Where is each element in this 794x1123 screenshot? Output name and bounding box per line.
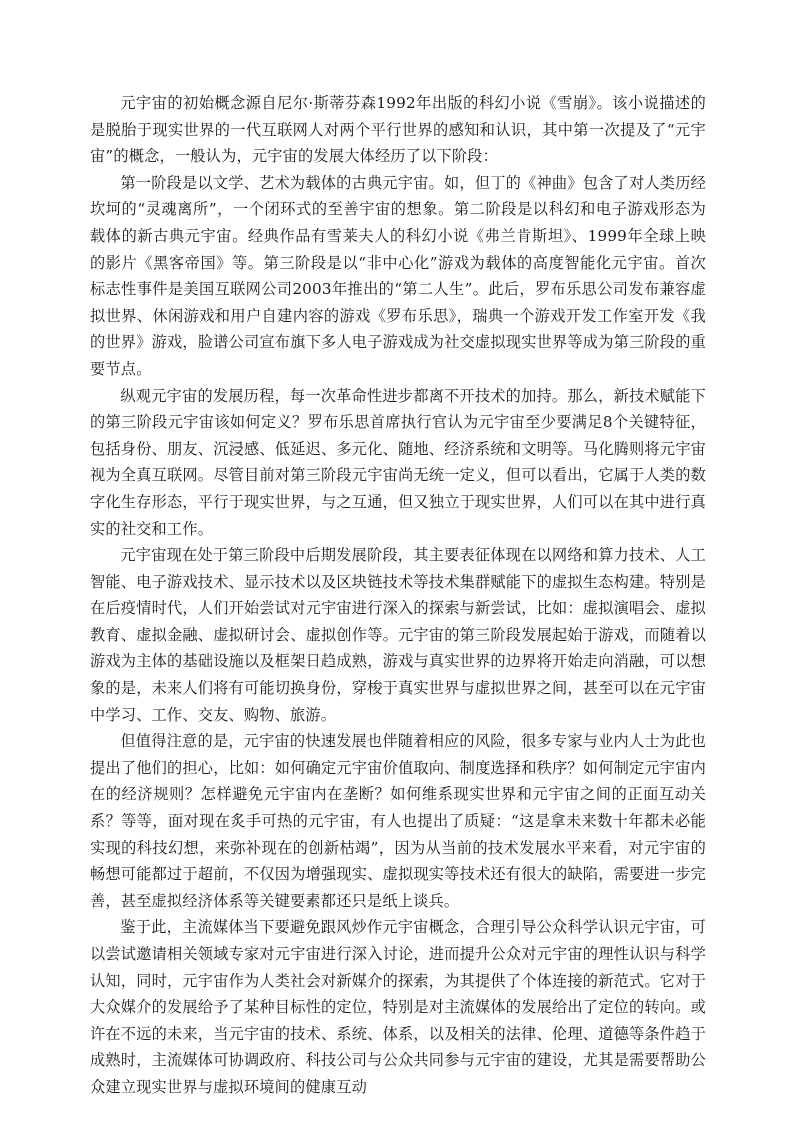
paragraph-current-phase: 元宇宙现在处于第三阶段中后期发展阶段，其主要表征体现在以网络和算力技术、人工智能、电子游戏技术、显示技术以及区块链技术等技术集群赋能下的虚拟生态构建。特别是在后疫情时代，人们开始尝试对元宇宙进行深入的探索与新尝试，比如：虚拟演唱会、虚拟教育、虚拟金融、虚拟研讨会、虚拟创作等。元宇宙的第三阶段发展起始于游戏，而随着以游戏为主体的基础设施以及框架日趋成熟，游戏与真实世界的边界将开始走向消融，可以想象的是，未来人们将有可能切换身份，穿梭于真实世界与虚拟世界之间，甚至可以在元宇宙中学习、工作、交友、购物、旅游。 (90, 546, 706, 724)
paragraph-risks: 但值得注意的是，元宇宙的快速发展也伴随着相应的风险，很多专家与业内人士为此也提出了他们的担心，比如：如何确定元宇宙价值取向、制度选择和秩序？如何制定元宇宙内在的经济规则？怎样避免元宇宙内在垄断？如何维系现实世界和元宇宙之间的正面互动关系？等等，面对现在炙手可热的元宇宙，有人也提出了质疑：“这是拿未来数十年都未必能实现的科技幻想，来弥补现在的创新枯竭”，因为从当前的技术发展水平来看，对元宇宙的畅想可能都过于超前，不仅因为增强现实、虚拟现实等技术还有很大的缺陷，需要进一步完善，甚至虚拟经济体系等关键要素都还只是纸上谈兵。 (90, 732, 706, 910)
paragraph-media-guidance: 鉴于此，主流媒体当下要避免跟风炒作元宇宙概念，合理引导公众科学认识元宇宙，可以尝试邀请相关领域专家对元宇宙进行深入讨论，进而提升公众对元宇宙的理性认识与科学认知，同时，元宇宙作为人类社会对新媒介的探索，为其提供了个体连接的新范式。它对于大众媒介的发展给予了某种目标性的定位，特别是对主流媒体的发展给出了定位的转向。或许在不远的未来，当元宇宙的技术、系统、体系，以及相关的法律、伦理、道德等条件趋于成熟时，主流媒体可协调政府、科技公司与公众共同参与元宇宙的建设，尤其是需要帮助公众建立现实世界与虚拟环境间的健康互动 (90, 918, 706, 1096)
paragraph-definition: 纵观元宇宙的发展历程，每一次革命性进步都离不开技术的加持。那么，新技术赋能下的第三阶段元宇宙该如何定义？罗布乐思首席执行官认为元宇宙至少要满足8个关键特征，包括身份、朋友、沉浸感、低延迟、多元化、随地、经济系统和文明等。马化腾则将元宇宙视为全真互联网。尽管目前对第三阶段元宇宙尚无统一定义，但可以看出，它属于人类的数字化生存形态，平行于现实世界，与之互通，但又独立于现实世界，人们可以在其中进行真实的社交和工作。 (90, 386, 706, 538)
paragraph-origin: 元宇宙的初始概念源自尼尔·斯蒂芬森1992年出版的科幻小说《雪崩》。该小说描述的是脱胎于现实世界的一代互联网人对两个平行世界的感知和认识，其中第一次提及了“元宇宙”的概念，一般认为，元宇宙的发展大体经历了以下阶段： (90, 94, 706, 166)
article-body (90, 90, 706, 1101)
paragraph-stages: 第一阶段是以文学、艺术为载体的古典元宇宙。如，但丁的《神曲》包含了对人类历经坎坷的“灵魂离所”，一个闭环式的至善宇宙的想象。第二阶段是以科幻和电子游戏形态为载体的新古典元宇宙。经典作品有雪莱夫人的科幻小说《弗兰肯斯坦》、1999年全球上映的影片《黑客帝国》等。第三阶段是以“非中心化”游戏为载体的高度智能化元宇宙。首次标志性事件是美国互联网公司2003年推出的“第二人生”。此后，罗布乐思公司发布兼容虚拟世界、休闲游戏和用户自建内容的游戏《罗布乐思》，瑞典一个游戏开发工作室开发《我的世界》游戏，脸谱公司宣布旗下多人电子游戏成为社交虚拟现实世界等成为第三阶段的重要节点。 (90, 173, 706, 378)
